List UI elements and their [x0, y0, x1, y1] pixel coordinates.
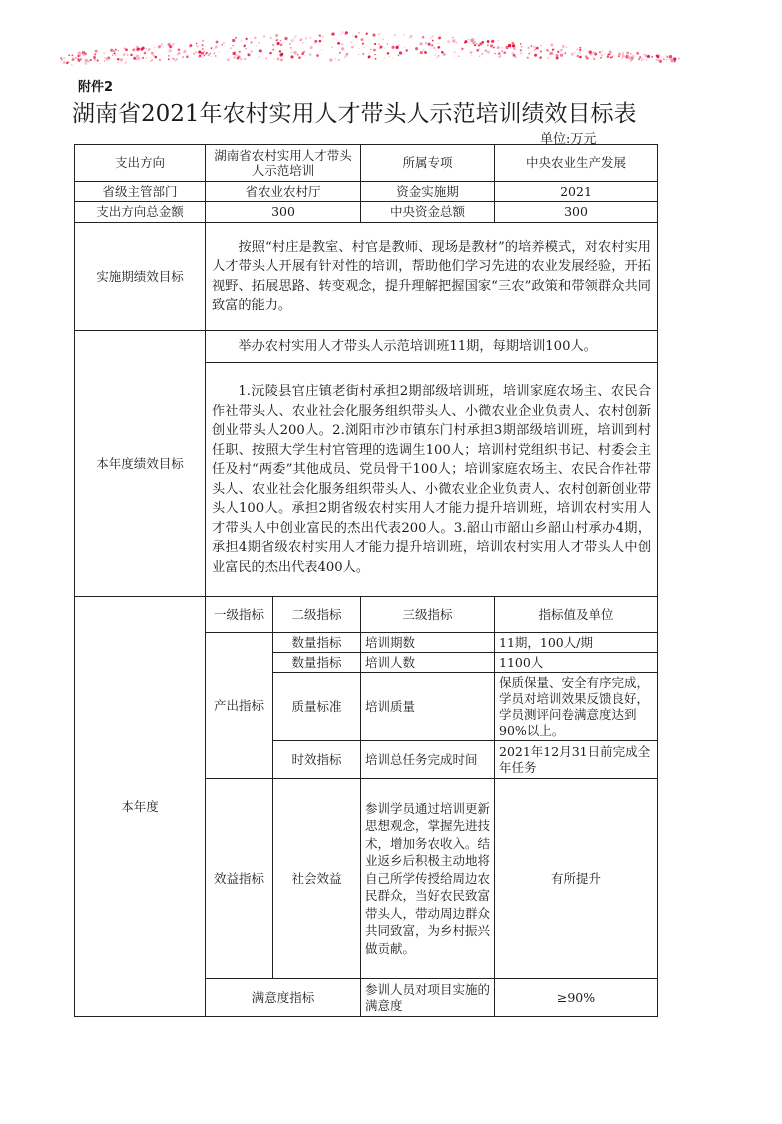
- special-label: 所属专项: [361, 145, 495, 182]
- table-row: [75, 145, 658, 182]
- unit-label: 单位:万元: [540, 132, 597, 147]
- year-label: 本年度: [75, 597, 206, 1017]
- satisfaction-value: ≥90%: [495, 979, 658, 1017]
- satisfaction-label: 满意度指标: [206, 979, 361, 1017]
- annual-goal-detail: 1.沅陵县官庄镇老街村承担2期部级培训班，培训家庭农场主、农民合作社带头人、农业社会化服务组织带头人、小微农业企业负责人、农村创新创业带头人200人。2.浏阳市沙市镇东门村承担3期部级培训班，培训到村任职、按照大学生村官管理的选调生100人；培训村党组织书记、村委会主任及村“两委”其他成员、党员骨干100人；培训家庭农场主、农民合作社带头人、农业社会化服务组织带头人、小微农业企业负责人、农村创新创业带头人100人。承担2期省级农村实用人才能力提升培训班，培训农村实用人才带头人中创业富民的杰出代表200人。3.韶山市韶山乡韶山村承办4期，承担4期省级农村实用人才能力提升培训班，培训农村实用人才带头人中创业富民的杰出代表400人。: [206, 363, 658, 597]
- value-cell: 11期，100人/期: [495, 633, 658, 653]
- central-value: 300: [495, 202, 658, 223]
- document-title: 湖南省2021年农村实用人才带头人示范培训绩效目标表: [72, 101, 637, 127]
- period-label: 资金实施期: [361, 182, 495, 202]
- level2-cell: 时效指标: [273, 741, 361, 779]
- benefit-level3: 参训学员通过培训更新思想观念，掌握先进技术，增加务农收入。结业返乡后积极主动地将自己所学传授给周边农民群众，当好农民致富带头人，带动周边群众共同致富，为乡村振兴做贡献。: [361, 779, 495, 979]
- benefit-level1: 效益指标: [206, 779, 273, 979]
- dept-label: 省级主管部门: [75, 182, 206, 202]
- header-level2: 二级指标: [273, 597, 361, 633]
- benefit-level2: 社会效益: [273, 779, 361, 979]
- basic-info-table: [74, 144, 658, 331]
- level2-cell: 数量指标: [273, 653, 361, 673]
- level2-cell: 数量指标: [273, 633, 361, 653]
- table-row: [75, 202, 658, 223]
- level2-cell: 质量标准: [273, 673, 361, 741]
- total-value: 300: [206, 202, 361, 223]
- value-cell: 1100人: [495, 653, 658, 673]
- red-stamp-speckle-decoration: [0, 0, 782, 80]
- header-level3: 三级指标: [361, 597, 495, 633]
- header-value: 指标值及单位: [495, 597, 658, 633]
- direction-value: 湖南省农村实用人才带头人示范培训: [206, 145, 361, 182]
- direction-label: 支出方向: [75, 145, 206, 182]
- level3-cell: 培训人数: [361, 653, 495, 673]
- level3-cell: 培训期数: [361, 633, 495, 653]
- satisfaction-level3: 参训人员对项目实施的满意度: [361, 979, 495, 1017]
- dept-value: 省农业农村厅: [206, 182, 361, 202]
- value-cell: 保质保量、安全有序完成，学员对培训效果反馈良好，学员测评问卷满意度达到90%以上。: [495, 673, 658, 741]
- level3-cell: 培训总任务完成时间: [361, 741, 495, 779]
- benefit-value: 有所提升: [495, 779, 658, 979]
- output-indicator-label: 产出指标: [206, 633, 273, 779]
- attachment-label: 附件2: [78, 80, 114, 95]
- impl-goal-text: 按照“村庄是教室、村官是教师、现场是教材”的培养模式，对农村实用人才带头人开展有针对性的培训，帮助他们学习先进的农业发展经验，开拓视野、拓展思路、转变观念，提升理解把握国家“三农”政策和带领群众共同致富的能力。: [206, 223, 658, 331]
- value-cell: 2021年12月31日前完成全年任务: [495, 741, 658, 779]
- table-row: [75, 182, 658, 202]
- annual-goal-summary: 举办农村实用人才带头人示范培训班11期，每期培训100人。: [206, 331, 658, 363]
- period-value: 2021: [495, 182, 658, 202]
- total-label: 支出方向总金额: [75, 202, 206, 223]
- annual-goal-label: 本年度绩效目标: [75, 331, 206, 597]
- central-label: 中央资金总额: [361, 202, 495, 223]
- level3-cell: 培训质量: [361, 673, 495, 741]
- header-level1: 一级指标: [206, 597, 273, 633]
- annual-goal-table: [74, 330, 658, 1017]
- impl-goal-label: 实施期绩效目标: [75, 223, 206, 331]
- table-row: [75, 223, 658, 331]
- indicator-header-row: [75, 597, 658, 633]
- special-value: 中央农业生产发展: [495, 145, 658, 182]
- table-row: [75, 331, 658, 363]
